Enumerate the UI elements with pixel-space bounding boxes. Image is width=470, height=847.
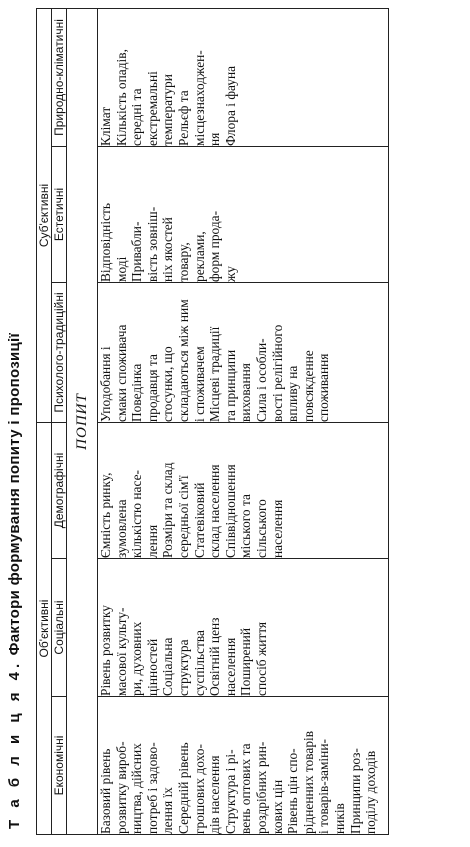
factor-line: Сила і особли- [253, 338, 269, 422]
factor-line: Середній рівень [175, 742, 191, 834]
factor-line: вість зовніш- [144, 206, 160, 282]
factor-line: стосунки, що [160, 346, 176, 422]
factor-line: кількістю насе- [129, 469, 145, 558]
factor-line: спосіб життя [253, 621, 269, 696]
factor-line: Поширений [238, 628, 254, 696]
factor-line: зумовлена [113, 499, 129, 558]
factor-line: продавця та [144, 354, 160, 422]
factor-line: Співвідношення [222, 464, 238, 558]
factor-line: склад населення [207, 464, 223, 558]
factor-line: структура [175, 639, 191, 696]
factor-line: вень оптових та [238, 743, 254, 834]
factor-line: Рельєф та [175, 90, 191, 146]
factor-line: впливу на [285, 365, 301, 422]
table-caption [6, 333, 23, 829]
caption-prefix: Т а б л и ц я 4. [6, 659, 23, 829]
factors-social [98, 559, 389, 697]
factor-line: і споживачем [191, 346, 207, 422]
factor-line: населення [269, 499, 285, 558]
factor-line: Статевіковий [191, 482, 207, 558]
factor-line: ри, духовних [129, 621, 145, 696]
group-header-row [37, 8, 52, 834]
factors-table [36, 8, 389, 835]
factor-line: середні та [129, 88, 145, 146]
demand-label: ПОПИТ [67, 8, 98, 834]
factor-line: товару, [175, 242, 191, 282]
group-subjective: Суб'єктивні [37, 8, 52, 422]
factor-line: Кількість опадів, [113, 49, 129, 146]
factor-line: Клімат [98, 106, 113, 146]
factor-line: Рівень цін спо- [285, 748, 301, 834]
factor-line: роздрібних рин- [253, 741, 269, 834]
factor-line: повсякденне [300, 350, 316, 422]
factor-line: цінностей [144, 638, 160, 696]
factor-line: Привабли- [129, 221, 145, 282]
category-climatic: Природно-кліматичні [52, 8, 67, 146]
factor-line: ництва, дійсних [129, 743, 145, 834]
factor-line: Відповідність [98, 203, 113, 282]
factor-line: споживання [316, 353, 332, 422]
factor-line: реклами, [191, 231, 207, 282]
factor-line: та принципи [222, 349, 238, 422]
factor-line: Принципи роз- [347, 748, 363, 834]
caption-title: Фактори формування попиту і пропозиції [6, 332, 23, 656]
category-aesthetic: Естетичні [52, 147, 67, 283]
category-economic: Економічні [52, 697, 67, 835]
factor-line: складаються між ним [175, 299, 191, 422]
factor-line: грошових дохо- [191, 744, 207, 834]
factor-line: жу [222, 266, 238, 282]
factors-row [98, 8, 389, 834]
factor-line: Освітній ценз [207, 617, 223, 696]
factor-line: сільського [253, 499, 269, 558]
factor-line: Поведінка [129, 363, 145, 422]
factor-line: форм прода- [207, 210, 223, 282]
factor-line: Базовий рівень розвитку вироб- [98, 741, 129, 834]
factor-line: масової культу- [113, 607, 129, 696]
category-social: Соціальні [52, 559, 67, 697]
factor-line: поділу доходів [363, 750, 379, 834]
category-demographic: Демографічні [52, 423, 67, 559]
factor-line: середньої сім'ї [175, 475, 191, 558]
factors-economic [98, 697, 389, 835]
factor-line: Структура і рі- [222, 749, 238, 834]
factor-line: ніх якостей [160, 217, 176, 282]
factor-line: суспільства [191, 630, 207, 696]
demand-row [67, 8, 98, 834]
factor-line: кових цін [269, 779, 285, 834]
factor-line: виховання [238, 363, 254, 422]
factor-line: температури [160, 74, 176, 146]
factor-line: моді [113, 256, 129, 282]
factor-line: рідненних товарів [300, 730, 316, 834]
factor-line: Розміри та склад [160, 462, 176, 558]
factor-line: міського та [238, 494, 254, 558]
factor-line: місцезнаходжен- [191, 50, 207, 146]
factor-line: Уподобання і [98, 346, 113, 422]
factor-line: населення [222, 637, 238, 696]
group-objective: Об'єктивні [37, 423, 52, 835]
factor-line: смаки споживача [113, 324, 129, 422]
factor-line: Соціальна [160, 637, 176, 696]
factors-aesthetic [98, 147, 389, 283]
factor-line: екстремальні [144, 71, 160, 146]
factor-line: і товарів-заміни- [316, 739, 332, 834]
factor-line: Рівень розвитку [98, 604, 113, 696]
factor-line: Ємність ринку, [98, 472, 113, 558]
category-header-row [52, 8, 67, 834]
factors-climatic [98, 8, 389, 146]
factor-line: потреб і задово- [144, 742, 160, 834]
factor-line: ників [331, 803, 347, 834]
factor-line: Місцеві традиції [207, 326, 223, 422]
factors-psychological [98, 283, 389, 423]
factor-line: ня [207, 132, 223, 146]
category-psychological: Психолого-традиційні [52, 283, 67, 423]
factor-line: лення [144, 524, 160, 558]
factors-demographic [98, 423, 389, 559]
factor-line: Флора і фауна [222, 65, 238, 146]
factor-line: лення їх [160, 787, 176, 834]
factor-line: вості релігійного [269, 324, 285, 422]
factor-line: дів населення [207, 755, 223, 834]
